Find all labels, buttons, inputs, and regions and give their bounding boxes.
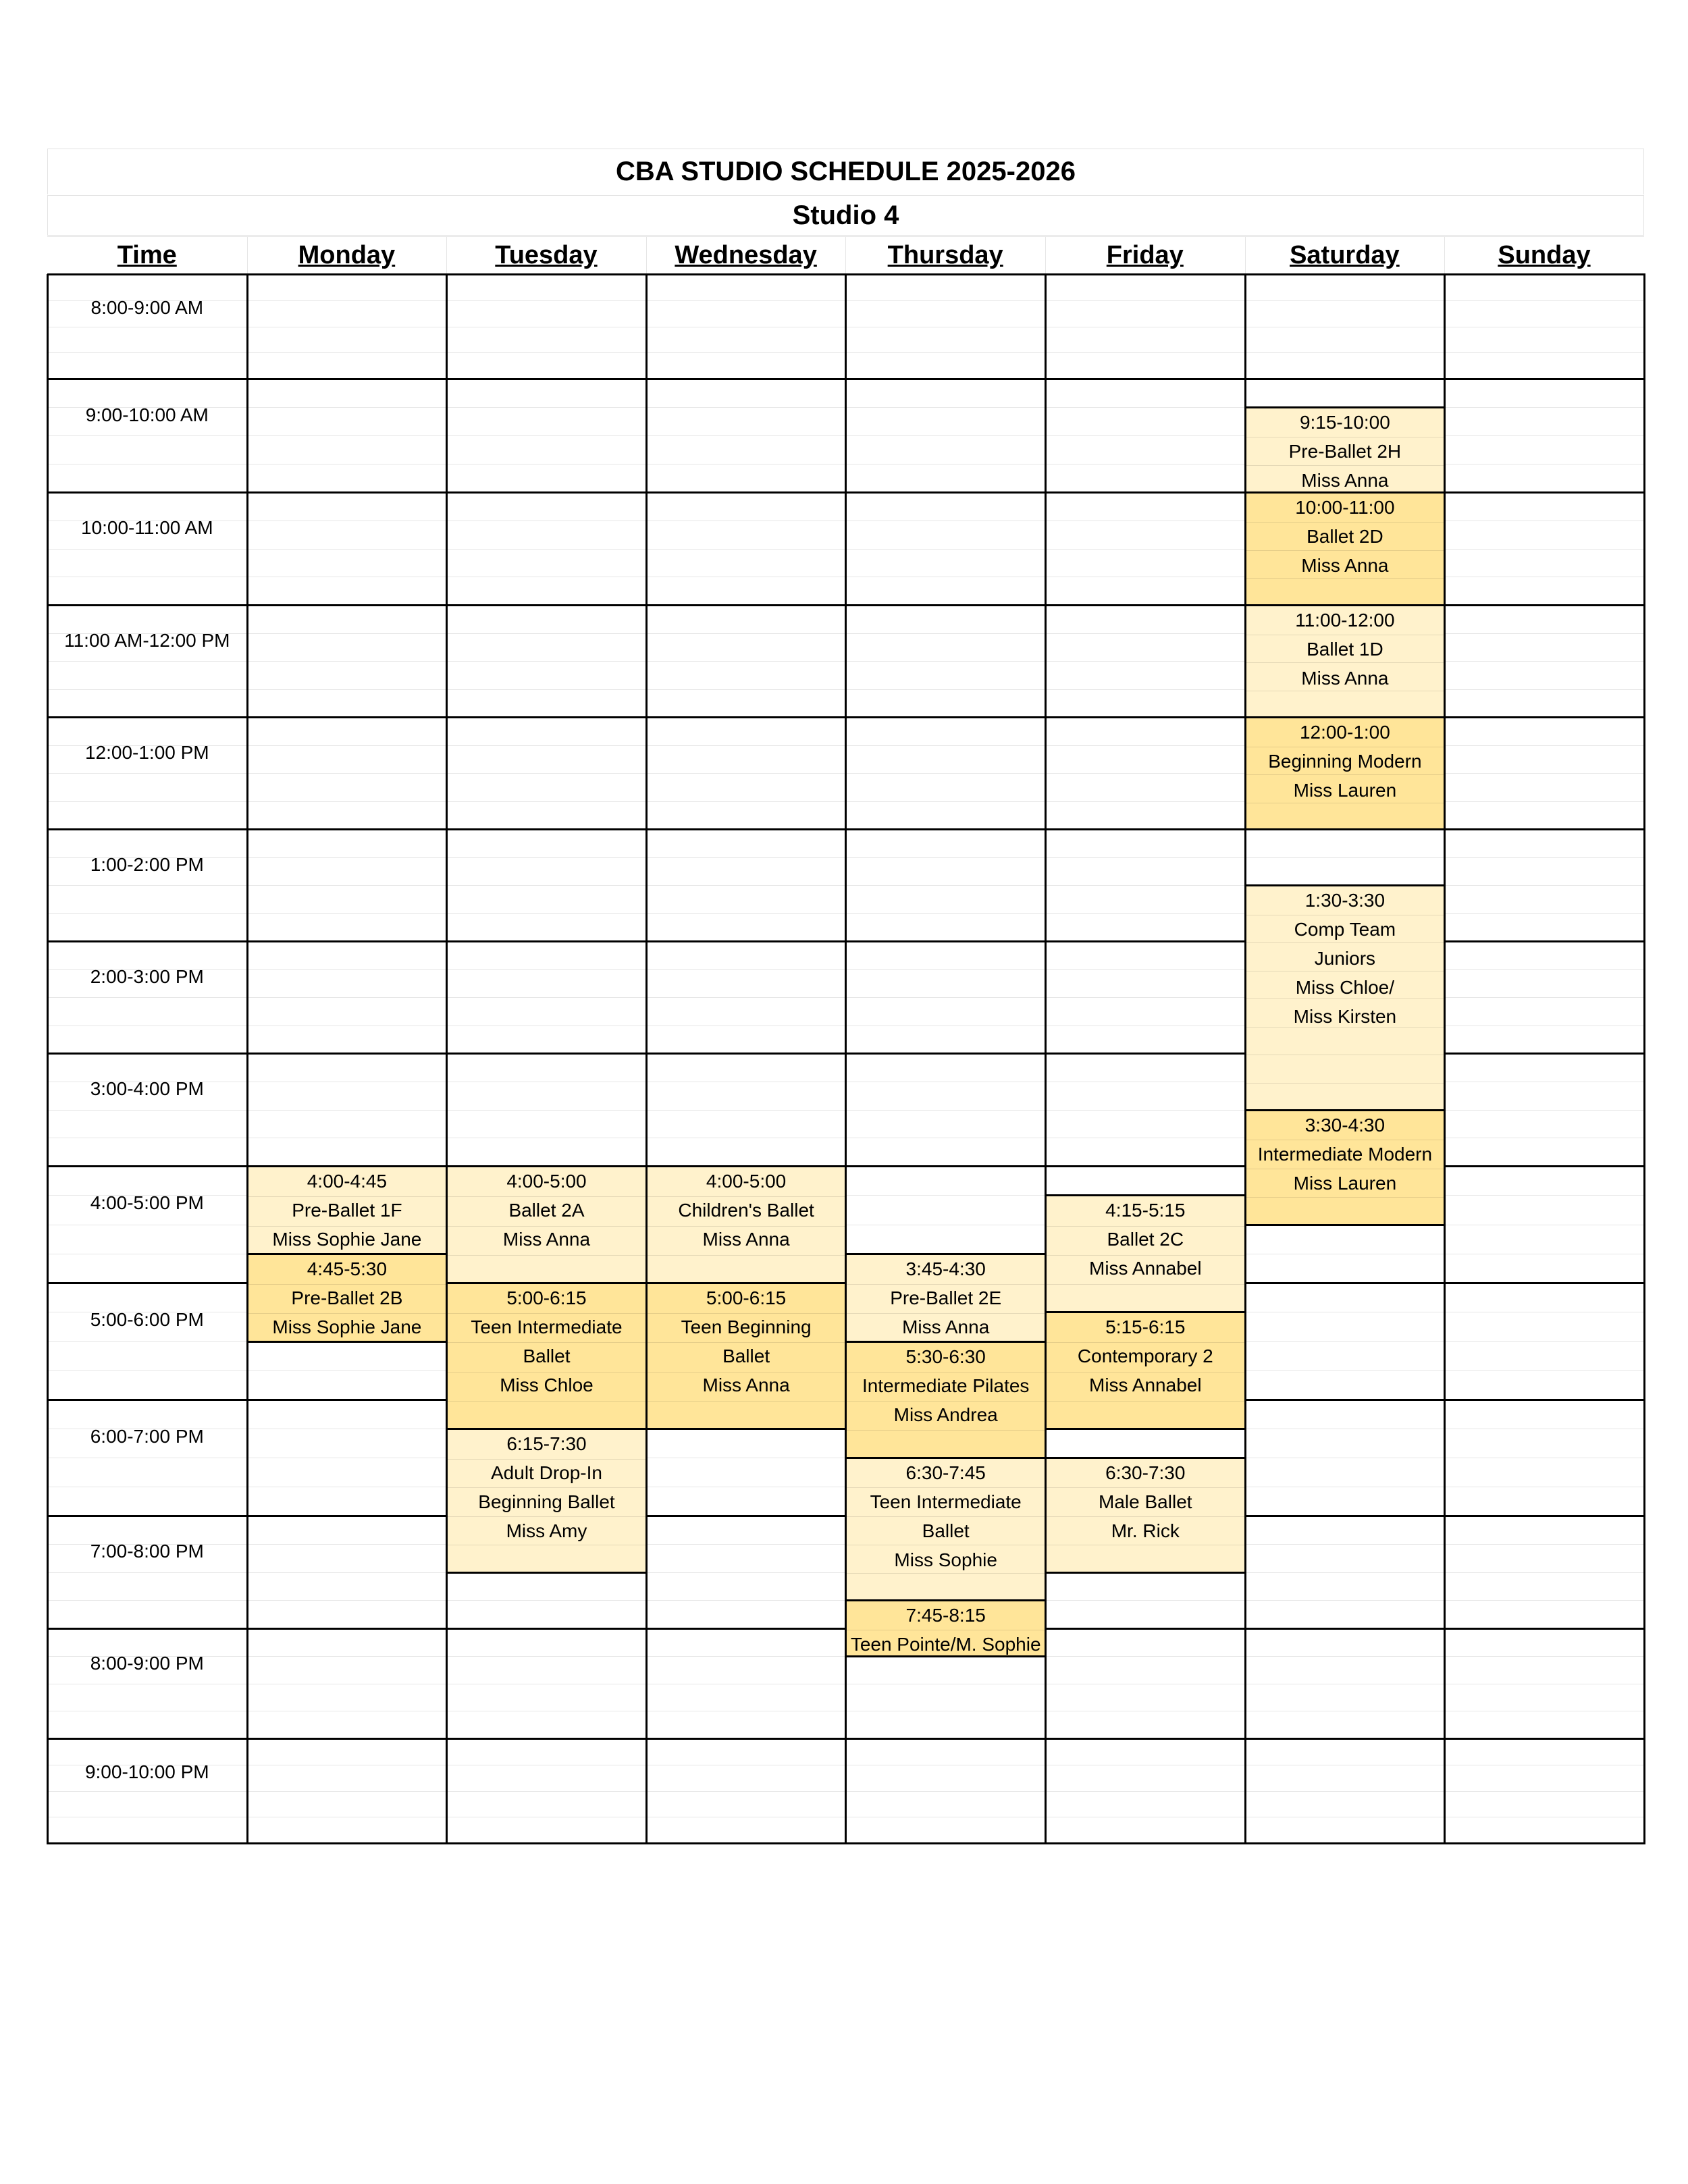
class-detail: Miss Chloe — [500, 1375, 594, 1395]
class-time: 9:15-10:00 — [1299, 412, 1390, 433]
class-detail: Miss Sophie Jane — [272, 1229, 422, 1250]
block-subline — [847, 1516, 1045, 1517]
class-block — [1244, 491, 1446, 606]
block-subline — [648, 1226, 845, 1227]
class-time: 4:45-5:30 — [307, 1258, 388, 1279]
time-label: 9:00-10:00 PM — [84, 1761, 209, 1783]
class-time: 7:45-8:15 — [905, 1605, 986, 1626]
class-detail: Beginning Ballet — [478, 1491, 615, 1512]
class-detail: Miss Anna — [502, 1229, 591, 1250]
class-detail: Children's Ballet — [678, 1200, 814, 1221]
block-subline — [648, 1196, 845, 1197]
block-subline — [1047, 1372, 1244, 1373]
block-subline — [448, 1313, 645, 1314]
class-detail: Ballet 2A — [508, 1200, 585, 1221]
class-block — [845, 1253, 1047, 1343]
class-detail: Miss Anna — [702, 1375, 790, 1395]
class-block — [1045, 1194, 1246, 1313]
block-subline — [448, 1255, 645, 1256]
class-detail: Pre-Ballet 2E — [890, 1287, 1002, 1308]
header-col-line — [845, 236, 846, 274]
block-subline — [1246, 662, 1444, 663]
class-block — [446, 1165, 648, 1284]
column-header-wednesday: Wednesday — [675, 240, 817, 269]
header-col-line — [646, 236, 647, 274]
class-block — [845, 1457, 1047, 1601]
class-block — [1244, 406, 1446, 494]
class-detail: Comp Team — [1294, 919, 1396, 940]
class-detail: Intermediate Pilates — [862, 1375, 1030, 1396]
class-detail: Miss Anna — [1301, 668, 1389, 689]
class-time: 3:30-4:30 — [1304, 1114, 1386, 1136]
block-subline — [1246, 774, 1444, 775]
class-detail: Miss Annabel — [1089, 1258, 1202, 1279]
class-detail: Miss Amy — [506, 1520, 587, 1541]
class-time: 4:00-5:00 — [706, 1171, 787, 1192]
class-block — [246, 1165, 448, 1255]
time-label: 12:00-1:00 PM — [84, 742, 209, 763]
class-detail: Pre-Ballet 2B — [291, 1287, 403, 1308]
block-subline — [1246, 522, 1444, 523]
block-subline — [1047, 1401, 1244, 1402]
header-col-line — [1444, 236, 1445, 274]
block-subline — [1047, 1342, 1244, 1343]
time-label: 8:00-9:00 AM — [90, 297, 204, 319]
class-detail: Ballet — [922, 1520, 970, 1541]
class-block — [446, 1428, 648, 1574]
block-subline — [648, 1313, 845, 1314]
column-header-tuesday: Tuesday — [495, 240, 598, 269]
class-detail: Teen Intermediate — [471, 1316, 623, 1337]
class-detail: Miss Lauren — [1293, 780, 1397, 801]
block-subline — [1246, 942, 1444, 943]
class-time: 4:00-5:00 — [506, 1171, 587, 1192]
block-subline — [1246, 1197, 1444, 1198]
column-header-friday: Friday — [1106, 240, 1184, 269]
block-subline — [448, 1401, 645, 1402]
class-detail: Ballet 1D — [1307, 639, 1383, 660]
header-col-line — [446, 236, 447, 274]
block-subline — [1246, 578, 1444, 579]
class-detail: Miss Anna — [902, 1316, 990, 1337]
block-subline — [248, 1313, 446, 1314]
block-subline — [847, 1313, 1045, 1314]
time-label: 8:00-9:00 PM — [90, 1653, 204, 1674]
block-subline — [448, 1516, 645, 1517]
block-subline — [1246, 998, 1444, 999]
studio-name: Studio 4 — [47, 195, 1644, 236]
schedule-title: CBA STUDIO SCHEDULE 2025-2026 — [47, 149, 1644, 194]
column-line — [47, 274, 49, 1844]
column-line — [1643, 274, 1645, 1844]
class-block — [246, 1253, 448, 1343]
class-time: 11:00-12:00 — [1295, 610, 1395, 631]
block-subline — [847, 1284, 1045, 1285]
block-subline — [847, 1401, 1045, 1402]
class-detail: Teen Pointe/M. Sophie — [850, 1634, 1041, 1655]
block-subline — [1246, 465, 1444, 466]
block-subline — [248, 1226, 446, 1227]
time-label: 2:00-3:00 PM — [90, 966, 204, 987]
class-detail: Miss Anna — [702, 1229, 790, 1250]
block-subline — [448, 1226, 645, 1227]
class-time: 4:00-4:45 — [307, 1171, 388, 1192]
class-block — [645, 1282, 847, 1430]
class-time: 6:15-7:30 — [506, 1433, 587, 1454]
time-label: 6:00-7:00 PM — [90, 1425, 204, 1447]
block-subline — [448, 1196, 645, 1197]
column-header-sunday: Sunday — [1498, 240, 1591, 269]
block-subline — [1047, 1255, 1244, 1256]
class-detail: Teen Intermediate — [870, 1491, 1022, 1512]
class-block — [446, 1282, 648, 1430]
column-line — [645, 274, 648, 1844]
class-detail: Male Ballet — [1099, 1491, 1192, 1512]
block-subline — [248, 1196, 446, 1197]
time-label: 9:00-10:00 AM — [85, 404, 209, 425]
block-subline — [1246, 1083, 1444, 1084]
class-block — [1244, 604, 1446, 718]
time-label: 3:00-4:00 PM — [90, 1078, 204, 1100]
class-block — [845, 1599, 1047, 1657]
class-block — [1045, 1311, 1246, 1430]
class-time: 4:15-5:15 — [1105, 1200, 1186, 1221]
class-detail: Miss Andrea — [893, 1404, 998, 1425]
column-header-saturday: Saturday — [1290, 240, 1400, 269]
class-detail: Miss Anna — [1301, 555, 1389, 576]
class-block — [845, 1341, 1047, 1460]
block-subline — [1047, 1284, 1244, 1285]
class-time: 5:30-6:30 — [905, 1346, 986, 1367]
block-subline — [448, 1342, 645, 1343]
column-line — [446, 274, 448, 1844]
class-time: 6:30-7:30 — [1105, 1462, 1186, 1483]
class-detail: Beginning Modern — [1268, 751, 1422, 772]
class-time: 6:30-7:45 — [905, 1462, 986, 1483]
class-detail: Ballet 2D — [1307, 526, 1383, 547]
class-detail: Ballet — [722, 1346, 770, 1366]
block-subline — [1246, 550, 1444, 551]
header-col-line — [1045, 236, 1046, 274]
class-detail: Mr. Rick — [1111, 1520, 1180, 1541]
class-time: 3:45-4:30 — [905, 1258, 986, 1279]
class-time: 10:00-11:00 — [1295, 497, 1395, 518]
header-col-line — [247, 236, 248, 274]
class-detail: Miss Lauren — [1293, 1172, 1397, 1194]
class-detail: Intermediate Modern — [1257, 1143, 1433, 1165]
class-block — [1244, 1109, 1446, 1226]
class-detail: Miss Anna — [1301, 470, 1389, 491]
class-detail: Miss Sophie Jane — [272, 1316, 422, 1337]
header-col-line — [1245, 236, 1246, 274]
class-detail: Ballet — [523, 1346, 571, 1366]
class-detail: Contemporary 2 — [1077, 1346, 1213, 1367]
class-detail: Miss Sophie — [894, 1549, 997, 1570]
block-subline — [648, 1255, 845, 1256]
block-subline — [1047, 1487, 1244, 1488]
class-time: 5:15-6:15 — [1105, 1316, 1186, 1338]
block-subline — [847, 1487, 1045, 1488]
block-subline — [648, 1372, 845, 1373]
class-time: 1:30-3:30 — [1304, 890, 1386, 911]
column-header-time: Time — [117, 240, 177, 269]
block-subline — [1047, 1226, 1244, 1227]
class-block — [1045, 1457, 1246, 1574]
block-subline — [847, 1372, 1045, 1373]
class-time: 5:00-6:15 — [706, 1287, 787, 1308]
class-detail: Miss Annabel — [1089, 1375, 1202, 1396]
column-header-thursday: Thursday — [887, 240, 1003, 269]
class-block — [1244, 716, 1446, 830]
block-subline — [847, 1573, 1045, 1574]
time-label: 4:00-5:00 PM — [90, 1192, 204, 1213]
class-block — [1244, 884, 1446, 1111]
class-block — [645, 1165, 847, 1284]
time-label: 7:00-8:00 PM — [90, 1541, 204, 1562]
class-detail: Teen Beginning — [681, 1316, 812, 1337]
time-label: 11:00 AM-12:00 PM — [64, 630, 230, 651]
block-subline — [448, 1372, 645, 1373]
block-subline — [448, 1459, 645, 1460]
block-subline — [248, 1284, 446, 1285]
column-header-monday: Monday — [298, 240, 396, 269]
class-detail: Ballet 2C — [1107, 1229, 1184, 1250]
class-time: 12:00-1:00 — [1299, 722, 1390, 743]
class-detail: Miss Kirsten — [1293, 1006, 1397, 1027]
block-subline — [847, 1430, 1045, 1431]
block-subline — [448, 1487, 645, 1488]
time-label: 5:00-6:00 PM — [90, 1308, 204, 1330]
class-detail: Pre-Ballet 2H — [1288, 441, 1402, 462]
block-subline — [648, 1342, 845, 1343]
column-line — [246, 274, 248, 1844]
class-detail: Adult Drop-In — [491, 1462, 602, 1483]
block-subline — [1047, 1516, 1244, 1517]
class-detail: Pre-Ballet 1F — [292, 1200, 402, 1221]
time-label: 10:00-11:00 AM — [80, 517, 213, 539]
block-subline — [648, 1401, 845, 1402]
class-time: 5:00-6:15 — [506, 1287, 587, 1308]
time-label: 1:00-2:00 PM — [90, 854, 204, 875]
class-detail: Miss Chloe/ — [1295, 977, 1395, 998]
class-detail: Juniors — [1314, 948, 1376, 969]
